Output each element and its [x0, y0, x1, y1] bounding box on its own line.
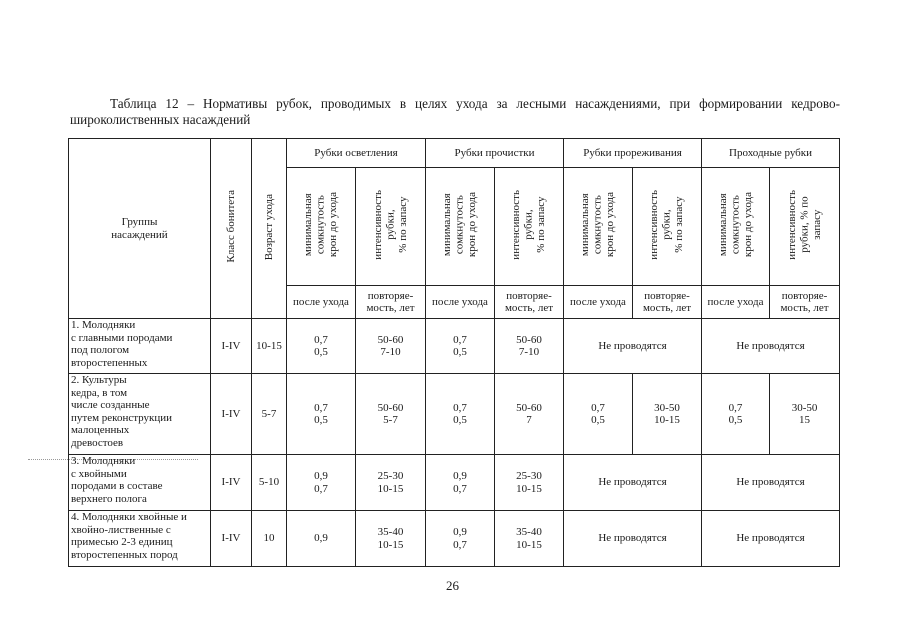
pro-int-cell: 50-60 7	[495, 374, 564, 455]
osv-min-cell: 0,9	[287, 511, 356, 567]
osv-int-cell: 50-60 5-7	[356, 374, 426, 455]
pro-int-cell: 35-40 10-15	[495, 511, 564, 567]
pro-int-cell: 25-30 10-15	[495, 455, 564, 511]
caption-line-2: широколиственных насаждений	[70, 112, 251, 127]
header-min-density: минимальная сомкнутость крон до ухода	[426, 168, 495, 286]
header-min-density: минимальная сомкнутость крон до ухода	[564, 168, 633, 286]
pro-int-cell: 50-60 7-10	[495, 319, 564, 374]
age-cell: 10-15	[252, 319, 287, 374]
osv-min-cell: 0,7 0,5	[287, 374, 356, 455]
prohod-cell: Не проводятся	[702, 511, 840, 567]
header-after: после ухода	[426, 286, 495, 319]
table-row	[69, 374, 840, 455]
osv-min-cell: 0,7 0,5	[287, 319, 356, 374]
age-cell: 5-7	[252, 374, 287, 455]
class-cell: I-IV	[211, 374, 252, 455]
pro-min-cell: 0,7 0,5	[426, 374, 495, 455]
osv-int-cell: 50-60 7-10	[356, 319, 426, 374]
prorezh-cell: Не проводятся	[564, 511, 702, 567]
header-osvetlenie: Рубки осветления	[287, 139, 426, 168]
header-intensity: интенсивность рубки, % по запасу	[495, 168, 564, 286]
caption-line-1: Таблица 12 – Нормативы рубок, проводимых в целях ухода за лесными насаждениями, при формировании кедрово-	[110, 96, 840, 111]
header-repeat: повторяе- мость, лет	[633, 286, 702, 319]
class-cell: I-IV	[211, 511, 252, 567]
page-number: 26	[446, 578, 459, 593]
header-repeat: повторяе- мость, лет	[356, 286, 426, 319]
header-prorezhivanie: Рубки прореживания	[564, 139, 702, 168]
osv-int-cell: 35-40 10-15	[356, 511, 426, 567]
class-cell: I-IV	[211, 455, 252, 511]
group-cell: 1. Молодняки с главными породами под пологом второстепенных	[69, 319, 211, 374]
group-cell: 2. Культуры кедра, в том числе созданные путем реконструкции малоценных древостоев	[69, 374, 211, 455]
header-after: после ухода	[287, 286, 356, 319]
prohod-cell: Не проводятся	[702, 319, 840, 374]
table-row	[69, 511, 840, 567]
table-row	[69, 455, 840, 511]
phd-min-cell: 0,7 0,5	[702, 374, 770, 455]
header-intensity: интенсивность рубки, % по запасу	[633, 168, 702, 286]
header-intensity: интенсивность рубки, % по запасу	[356, 168, 426, 286]
group-cell: 4. Молодняки хвойные и хвойно-лиственные с примесью 2-3 единиц второстепенных пород	[69, 511, 211, 567]
header-repeat: повторяе- мость, лет	[770, 286, 840, 319]
header-class: Класс бонитета	[211, 139, 252, 319]
group-cell: 3. Молодняки с хвойными породами в составе верхнего полога	[69, 455, 211, 511]
prz-int-cell: 30-50 10-15	[633, 374, 702, 455]
table-row	[69, 319, 840, 374]
age-cell: 5-10	[252, 455, 287, 511]
header-after: после ухода	[564, 286, 633, 319]
header-age: Возраст ухода	[252, 139, 287, 319]
table-caption	[70, 96, 840, 128]
prohod-cell: Не проводятся	[702, 455, 840, 511]
header-row-1	[69, 139, 840, 168]
prz-min-cell: 0,7 0,5	[564, 374, 633, 455]
class-cell: I-IV	[211, 319, 252, 374]
phd-int-cell: 30-50 15	[770, 374, 840, 455]
pro-min-cell: 0,9 0,7	[426, 455, 495, 511]
norms-table	[68, 138, 840, 567]
prorezh-cell: Не проводятся	[564, 455, 702, 511]
osv-min-cell: 0,9 0,7	[287, 455, 356, 511]
prorezh-cell: Не проводятся	[564, 319, 702, 374]
header-after: после ухода	[702, 286, 770, 319]
pro-min-cell: 0,7 0,5	[426, 319, 495, 374]
pro-min-cell: 0,9 0,7	[426, 511, 495, 567]
header-min-density: минимальная сомкнутость крон до ухода	[287, 168, 356, 286]
header-intensity: интенсивность рубки, % по запасу	[770, 168, 840, 286]
header-prokhodnye: Проходные рубки	[702, 139, 840, 168]
osv-int-cell: 25-30 10-15	[356, 455, 426, 511]
header-min-density: минимальная сомкнутость крон до ухода	[702, 168, 770, 286]
header-groups: Группы насаждений	[69, 139, 211, 319]
header-prochistka: Рубки прочистки	[426, 139, 564, 168]
age-cell: 10	[252, 511, 287, 567]
header-repeat: повторяе- мость, лет	[495, 286, 564, 319]
